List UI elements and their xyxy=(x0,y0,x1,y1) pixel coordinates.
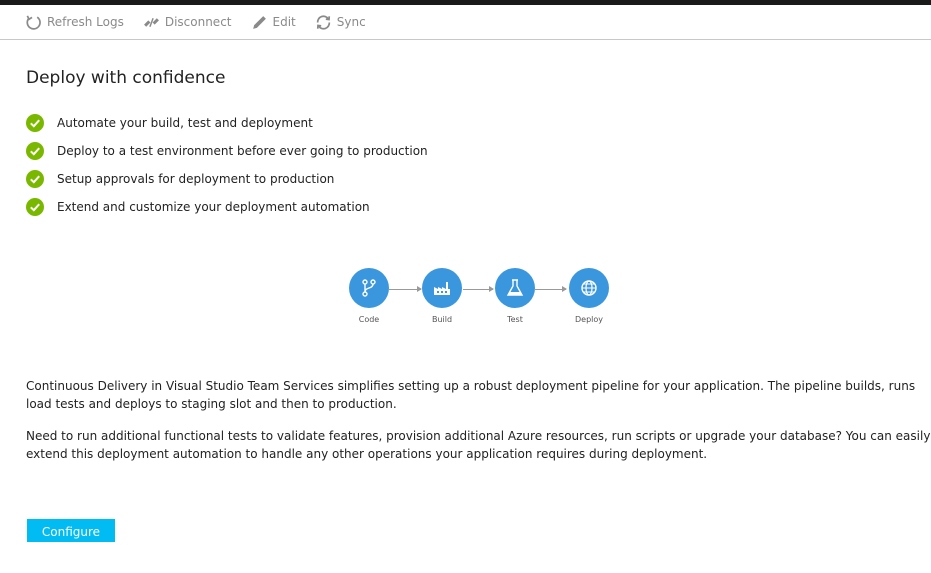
feature-text: Automate your build, test and deployment xyxy=(57,116,313,130)
pipeline-connector xyxy=(463,289,493,290)
feature-item xyxy=(26,109,428,137)
flask-icon xyxy=(505,278,525,298)
pipeline-stage-code xyxy=(344,268,394,324)
pipeline-stage-label: Test xyxy=(507,315,523,324)
edit-button[interactable] xyxy=(251,14,296,31)
refresh-logs-label: Refresh Logs xyxy=(47,15,124,29)
pipeline-stage-label: Build xyxy=(431,315,453,324)
checkmark-icon xyxy=(26,114,44,132)
feature-item xyxy=(26,193,428,221)
feature-text: Setup approvals for deployment to production xyxy=(57,172,335,186)
pencil-icon xyxy=(251,14,268,31)
sync-label: Sync xyxy=(336,15,366,29)
disconnect-label: Disconnect xyxy=(164,15,232,29)
command-bar xyxy=(0,5,931,40)
feature-text: Extend and customize your deployment automation xyxy=(57,200,370,214)
pipeline-stage-label: Deploy xyxy=(574,315,603,324)
description-paragraph: Need to run additional functional tests to validate features, provision additional Azure resources, run scripts or upgrade your database? You can easily extend this deployment automation to handle any other operations your application requires during deployment. xyxy=(26,429,931,461)
globe-icon xyxy=(579,278,599,298)
pipeline-stage-build xyxy=(417,268,467,324)
checkmark-icon xyxy=(26,142,44,160)
refresh-icon xyxy=(25,14,42,31)
branch-icon xyxy=(359,278,379,298)
sync-button[interactable] xyxy=(315,14,366,31)
feature-list xyxy=(26,109,428,221)
checkmark-icon xyxy=(26,170,44,188)
page-title: Deploy with confidence xyxy=(26,68,226,88)
edit-label: Edit xyxy=(272,15,296,29)
disconnect-button[interactable] xyxy=(143,14,232,31)
feature-text: Deploy to a test environment before ever going to production xyxy=(57,144,428,158)
feature-item xyxy=(26,165,428,193)
feature-item xyxy=(26,137,428,165)
configure-button[interactable]: Configure xyxy=(27,519,115,542)
pipeline-stage-test xyxy=(490,268,540,324)
pipeline-diagram xyxy=(345,268,615,338)
description-paragraph: Continuous Delivery in Visual Studio Team Services simplifies setting up a robust deployment pipeline for your application. The pipeline builds, runs load tests and deploys to staging slot and then to production. xyxy=(26,379,916,411)
sync-icon xyxy=(315,14,332,31)
checkmark-icon xyxy=(26,198,44,216)
pipeline-stage-deploy xyxy=(564,268,614,324)
refresh-logs-button[interactable] xyxy=(25,14,124,31)
pipeline-stage-label: Code xyxy=(358,315,380,324)
disconnect-icon xyxy=(143,14,160,31)
factory-icon xyxy=(432,278,452,298)
